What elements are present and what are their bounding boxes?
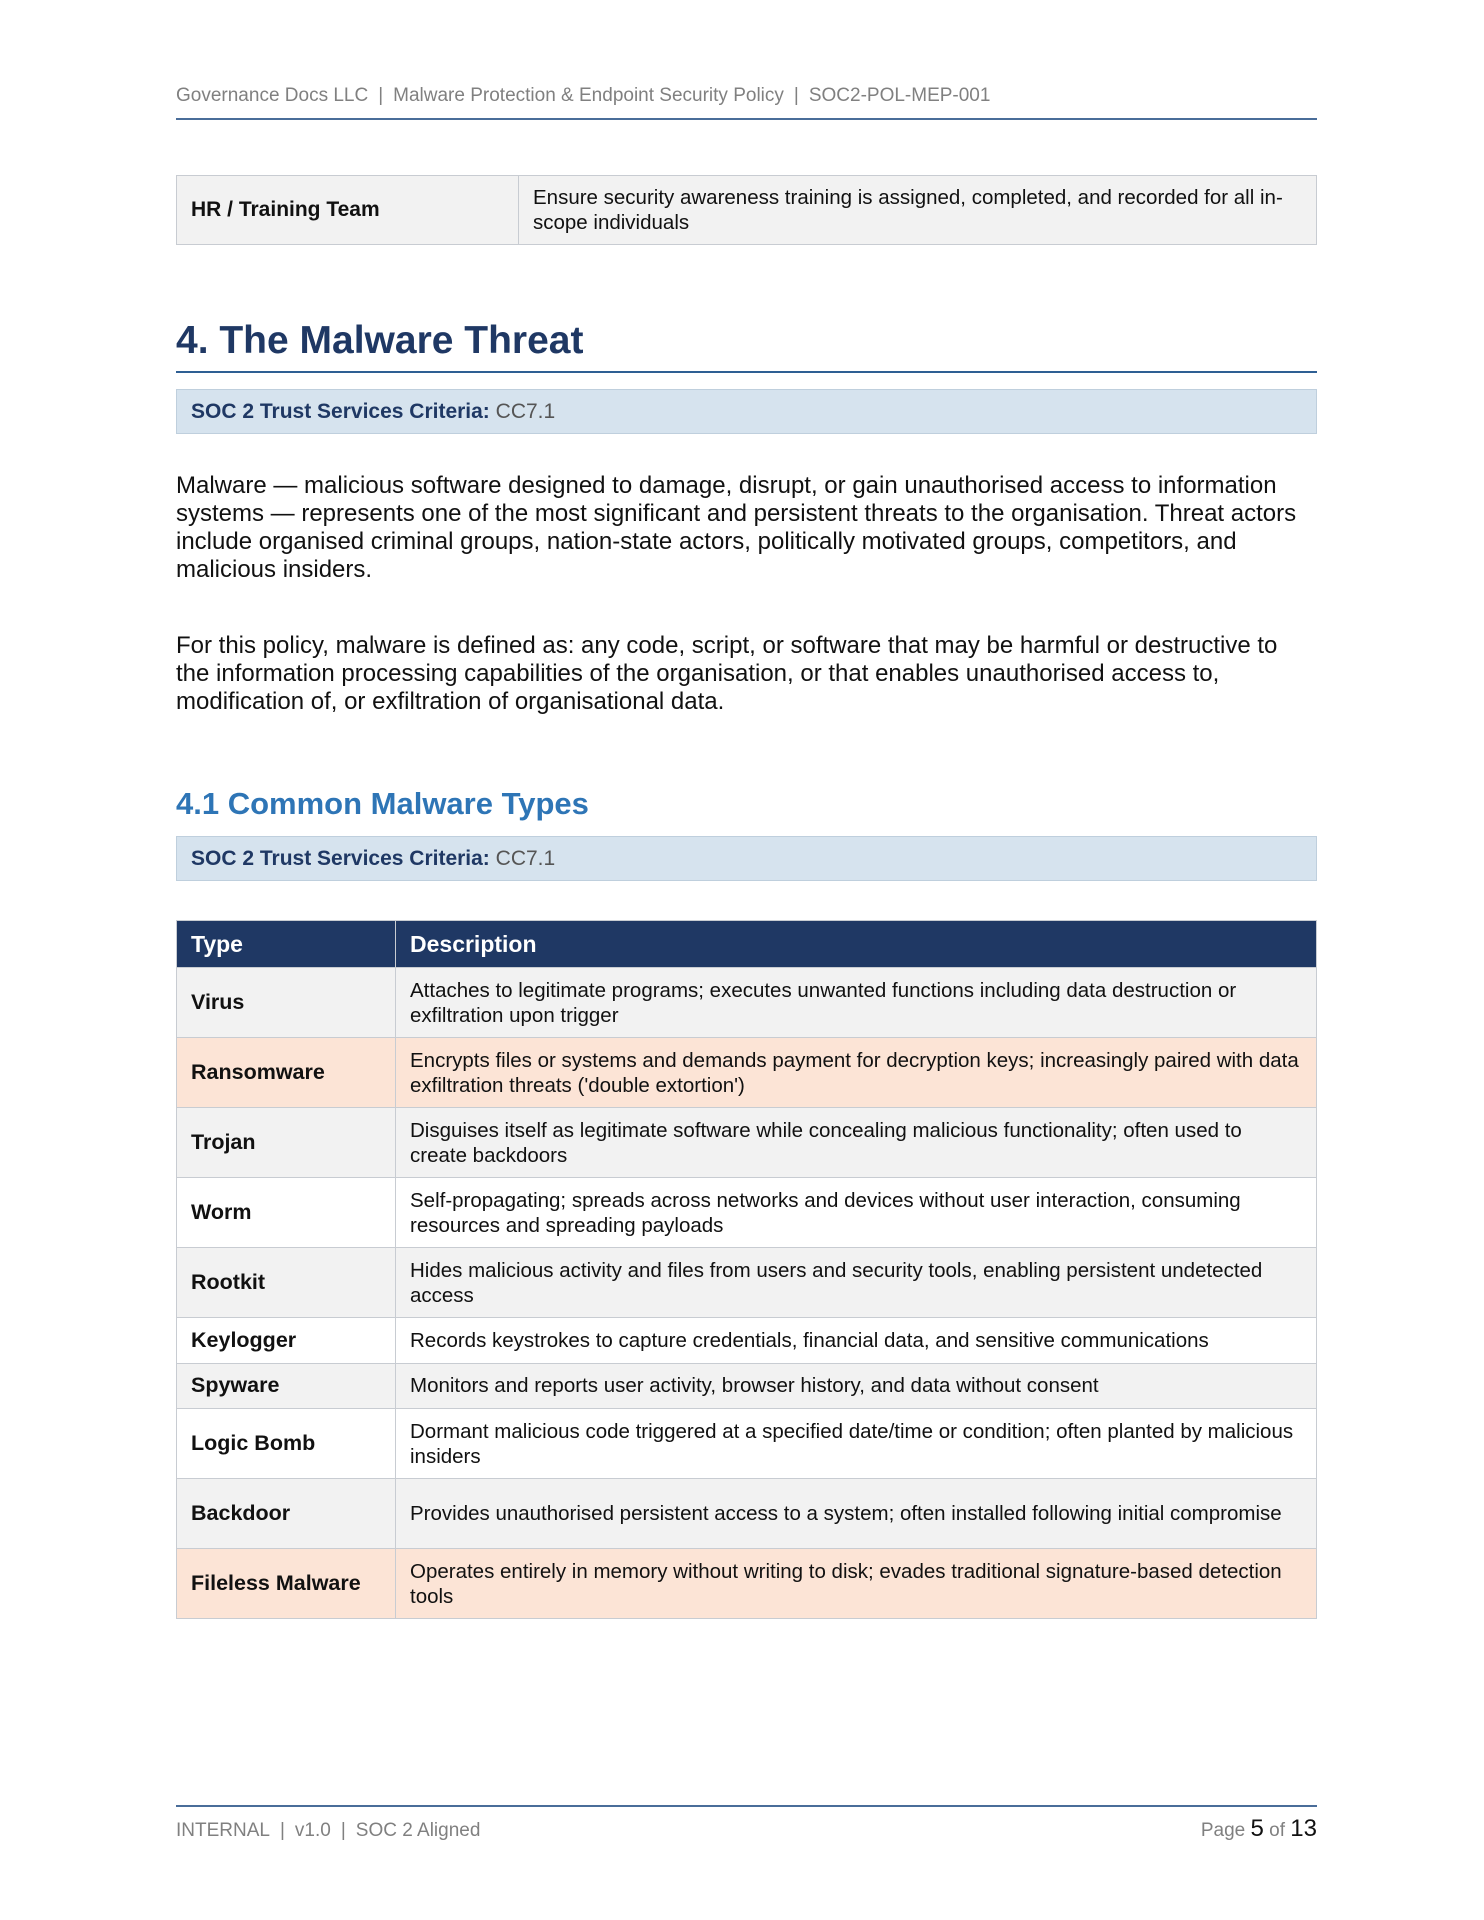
- malware-types-table: [176, 920, 1317, 1619]
- criteria-band: [176, 389, 1317, 434]
- header-doc-id: SOC2-POL-MEP-001: [808, 85, 991, 106]
- table-row: [177, 1038, 1317, 1108]
- table-row: [177, 1318, 1317, 1364]
- body-paragraph: Malware — malicious software designed to damage, disrupt, or gain unauthorised access to information systems — represents one of the most significant and persistent threats to the organisation. Threat actors include organised criminal groups, nation-state actors, politically motivated groups, competitors, and malicious insiders.: [176, 472, 1297, 583]
- table-row: [177, 968, 1317, 1038]
- criteria-value: CC7.1: [495, 400, 556, 423]
- footer-divider: [176, 1805, 1317, 1807]
- footer-separator: |: [279, 1820, 285, 1841]
- running-footer: [176, 1820, 480, 1842]
- footer-version: v1.0: [294, 1820, 331, 1841]
- criteria-label: SOC 2 Trust Services Criteria:: [191, 400, 490, 423]
- type-cell: Virus: [177, 968, 396, 1038]
- section-heading-divider: [176, 371, 1317, 373]
- table-row: [177, 1479, 1317, 1549]
- description-cell: Provides unauthorised persistent access to a system; often installed following initial compromise: [396, 1479, 1317, 1549]
- header-separator: |: [378, 85, 384, 106]
- header-company: Governance Docs LLC: [176, 85, 369, 106]
- type-cell: Fileless Malware: [177, 1549, 396, 1619]
- type-cell: Backdoor: [177, 1479, 396, 1549]
- description-cell: Operates entirely in memory without writing to disk; evades traditional signature-based detection tools: [396, 1549, 1317, 1619]
- page-number: [1201, 1815, 1317, 1843]
- type-cell: Ransomware: [177, 1038, 396, 1108]
- type-cell: Spyware: [177, 1363, 396, 1409]
- of-word: of: [1269, 1820, 1286, 1841]
- table-row: [177, 1248, 1317, 1318]
- type-cell: Worm: [177, 1178, 396, 1248]
- table-row: [177, 1549, 1317, 1619]
- header-divider: [176, 118, 1317, 120]
- column-header-description: Description: [396, 921, 1317, 968]
- header-separator: |: [793, 85, 799, 106]
- footer-separator: |: [340, 1820, 346, 1841]
- running-header: [176, 85, 1317, 107]
- subsection-heading: 4.1 Common Malware Types: [176, 786, 589, 821]
- type-cell: Logic Bomb: [177, 1409, 396, 1479]
- table-row: [177, 176, 1317, 245]
- type-cell: Rootkit: [177, 1248, 396, 1318]
- column-header-type: Type: [177, 921, 396, 968]
- page-word: Page: [1200, 1820, 1246, 1841]
- criteria-band: [176, 836, 1317, 881]
- role-cell: HR / Training Team: [177, 176, 519, 245]
- description-cell: Records keystrokes to capture credentials, financial data, and sensitive communications: [396, 1318, 1317, 1364]
- description-cell: Attaches to legitimate programs; executes unwanted functions including data destruction or exfiltration upon trigger: [396, 968, 1317, 1038]
- type-cell: Keylogger: [177, 1318, 396, 1364]
- description-cell: Dormant malicious code triggered at a specified date/time or condition; often planted by malicious insiders: [396, 1409, 1317, 1479]
- document-page: [176, 0, 1317, 1920]
- table-header-row: [177, 921, 1317, 968]
- criteria-label: SOC 2 Trust Services Criteria:: [191, 847, 490, 870]
- responsibility-cell: Ensure security awareness training is assigned, completed, and recorded for all in-scope individuals: [519, 176, 1317, 245]
- description-cell: Self-propagating; spreads across networks and devices without user interaction, consuming resources and spreading payloads: [396, 1178, 1317, 1248]
- table-row: [177, 1178, 1317, 1248]
- footer-classification: INTERNAL: [176, 1820, 270, 1841]
- table-row: [177, 1409, 1317, 1479]
- description-cell: Disguises itself as legitimate software while concealing malicious functionality; often used to create backdoors: [396, 1108, 1317, 1178]
- criteria-value: CC7.1: [495, 847, 556, 870]
- footer-alignment: SOC 2 Aligned: [355, 1820, 481, 1841]
- table-row: [177, 1108, 1317, 1178]
- table-row: [177, 1363, 1317, 1409]
- description-cell: Monitors and reports user activity, browser history, and data without consent: [396, 1363, 1317, 1409]
- roles-table: [176, 175, 1317, 245]
- body-paragraph: For this policy, malware is defined as: any code, script, or software that may be harmful or destructive to the information processing capabilities of the organisation, or that enables unauthorised access to, modification of, or exfiltration of organisational data.: [176, 632, 1278, 715]
- header-policy-title: Malware Protection & Endpoint Security Policy: [393, 85, 784, 106]
- description-cell: Hides malicious activity and files from users and security tools, enabling persistent undetected access: [396, 1248, 1317, 1318]
- type-cell: Trojan: [177, 1108, 396, 1178]
- description-cell: Encrypts files or systems and demands payment for decryption keys; increasingly paired with data exfiltration threats ('double extortion'): [396, 1038, 1317, 1108]
- page-total: 13: [1290, 1815, 1317, 1842]
- section-heading: 4. The Malware Threat: [176, 319, 584, 362]
- page-current: 5: [1250, 1815, 1264, 1842]
